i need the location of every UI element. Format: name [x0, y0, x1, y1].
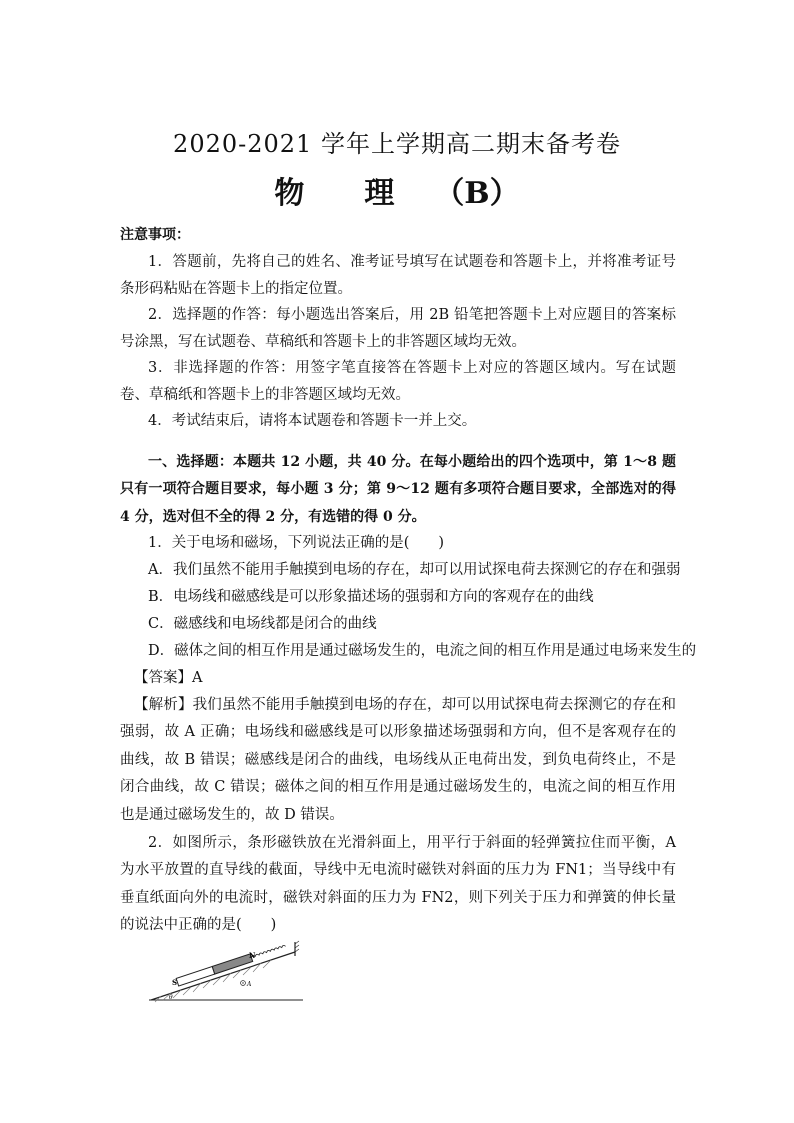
question-1-option-d: D．磁体之间的相互作用是通过磁场发生的，电流之间的相互作用是通过电场来发生的 [148, 643, 697, 659]
version-label: （B） [434, 176, 520, 211]
section-instructions: 一、选择题：本题共 12 小题，共 40 分。在每小题给出的四个选项中，第 1～8 题只有一项符合题目要求，每小题 3 分；第 9～12 题有多项符合题目要求，全部选对的得 4 分，选对但不全的得 2 分，有选错的得 0 分。 [120, 454, 676, 525]
label-a: A [247, 981, 252, 988]
question-1-analysis: 【解析】我们虽然不能用手触摸到电场的存在，却可以用试探电荷去探测它的存在和强弱，故 A 正确；电场线和磁感线是可以形象描述场强弱和方向，但不是客观存在的曲线，故 B 错误；磁感线是闭合的曲线，电场线从正电荷出发，到负电荷终止，不是闭合曲线，故 C 错误；磁体之间的相互作用是通过磁场发生的，电流之间的相互作用也是通过磁场发生的，故 D 错误。 [120, 697, 676, 823]
incline-magnet-figure [145, 938, 305, 1006]
bar-magnet [176, 942, 287, 986]
question-2-stem: 2．如图所示，条形磁铁放在光滑斜面上，用平行于斜面的轻弹簧拉住而平衡，A 为水平放置的直导线的截面，导线中无电流时磁铁对斜面的压力为 FN1；当导线中有垂直纸面向外的电流时，磁铁对斜面的压力为 FN2，则下列关于压力和弹簧的伸长量的说法中正确的是( ) [120, 835, 676, 934]
question-1-option-c: C．磁感线和电场线都是闭合的曲线 [148, 616, 377, 632]
subject-char-1: 物 [274, 176, 305, 211]
question-1-stem: 1．关于电场和磁场，下列说法正确的是( ) [148, 535, 445, 551]
label-n: N [249, 951, 256, 960]
question-1-option-b: B．电场线和磁感线是可以形象描述场的强弱和方向的客观存在的曲线 [148, 589, 594, 605]
question-1-option-a: A．我们虽然不能用手触摸到电场的存在，却可以用试探电荷去探测它的存在和强弱 [148, 562, 681, 578]
note-item-1: 1．答题前，先将自己的姓名、准考证号填写在试题卷和答题卡上，并将准考证号条形码粘贴在答题卡上的指定位置。 [120, 254, 676, 298]
label-s: S [172, 978, 178, 987]
note-item-2: 2．选择题的作答：每小题选出答案后，用 2B 铅笔把答题卡上对应题目的答案标号涂黑，写在试题卷、草稿纸和答题卡上的非答题区域均无效。 [120, 307, 676, 351]
note-item-3: 3．非选择题的作答：用签字笔直接答在答题卡上对应的答题区域内。写在试题卷、草稿纸和答题卡上的非答题区域均无效。 [120, 360, 676, 404]
notes-heading: 注意事项： [120, 227, 190, 243]
note-item-4: 4．考试结束后，请将本试题卷和答题卡一并上交。 [148, 413, 477, 429]
subject-char-2: 理 [364, 176, 395, 211]
subject-title [0, 168, 794, 212]
exam-title: 2020-2021 学年上学期高二期末备考卷 [173, 130, 621, 158]
label-theta: θ [169, 994, 173, 1001]
question-1-answer: 【答案】A [134, 670, 203, 686]
